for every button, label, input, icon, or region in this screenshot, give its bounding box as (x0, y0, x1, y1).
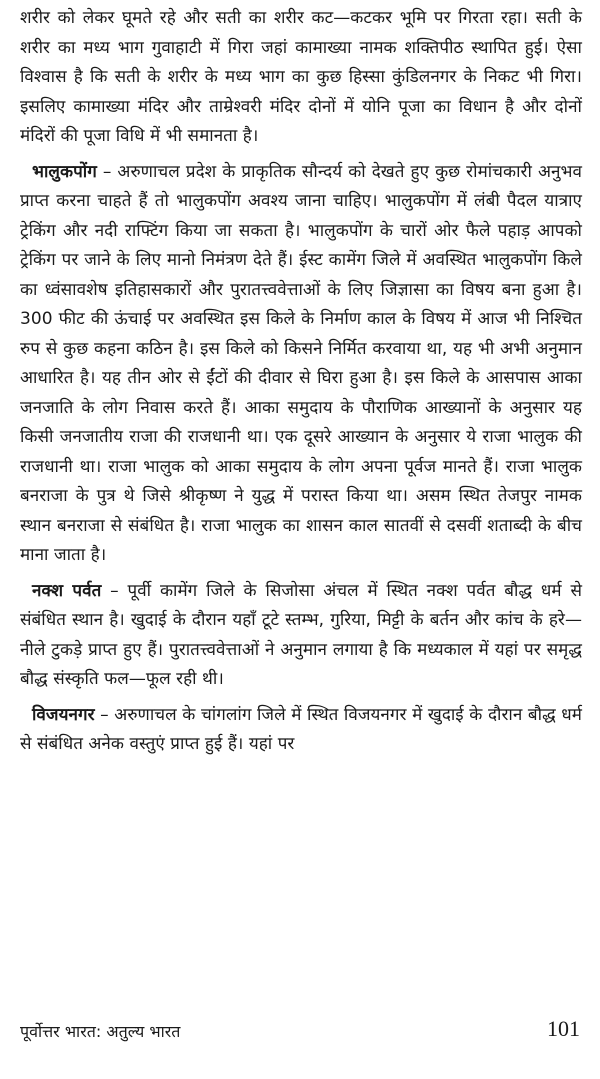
paragraph-text: – पूर्वी कामेंग जिले के सिजोसा अंचल में स्थित नक्श पर्वत बौद्ध धर्म से संबंधित स्थान है। खुदाई के दौरान यहाँ टूटे स्तम्भ, गुरिया, मिट्टी के बर्तन और कांच के हरे—नीले टुकड़े प्राप्त हुए हैं। पुरातत्त्ववेत्ताओं ने अनुमान लगाया है कि मध्यकाल में यहां पर समृद्ध बौद्ध संस्कृति फल—फूल रही थी। (20, 580, 582, 689)
section-heading-naksh-parvat: नक्श पर्वत (32, 580, 102, 601)
paragraph-bhalukpong (20, 158, 582, 571)
paragraph-text: शरीर को लेकर घूमते रहे और सती का शरीर कट—कटकर भूमि पर गिरता रहा। सती के शरीर का मध्य भाग गुवाहाटी में गिरा जहां कामाख्या नामक शक्तिपीठ स्थापित हुई। ऐसा विश्वास है कि सती के शरीर के मध्य भाग का कुछ हिस्सा कुंडिलनगर के निकट भी गिरा। इसलिए कामाख्या मंदिर और ताम्रेश्वरी मंदिर दोनों में योनि पूजा का विधान है और दोनों मंदिरों की पूजा विधि में भी समानता है। (20, 8, 582, 146)
section-heading-bhalukpong: भालुकपोंग (32, 161, 97, 182)
running-footer-title: पूर्वोत्तर भारत: अतुल्य भारत (20, 1022, 181, 1041)
paragraph-naksh-parvat (20, 577, 582, 695)
section-heading-vijaynagar: विजयनगर (32, 704, 95, 725)
page-footer (20, 1016, 580, 1050)
paragraph-vijaynagar (20, 701, 582, 760)
page-number: 101 (547, 1016, 580, 1041)
body-text (20, 4, 582, 760)
paragraph-text: – अरुणाचल प्रदेश के प्राकृतिक सौन्दर्य को देखते हुए कुछ रोमांचकारी अनुभव प्राप्त करना चाहते हैं तो भालुकपोंग अवश्य जाना चाहिए। भालुकपोंग में लंबी पैदल यात्राए ट्रेकिंग और नदी राफ्टिंग किया जा सकता है। भालुकपोंग के चारों ओर फैले पहाड़ आपको ट्रेकिंग पर जाने के लिए मानो निमंत्रण देते हैं। ईस्ट कामेंग जिले में अवस्थित भालुकपोंग किले का ध्वंसावशेष इतिहासकारों और पुरातत्त्ववेत्ताओं के लिए जिज्ञासा का विषय बना हुआ है। 300 फीट की ऊंचाई पर अवस्थित इस किले के निर्माण काल के विषय में आज भी निश्चित रुप से कुछ कहना कठिन है। इस किले को किसने निर्मित करवाया था, यह भी अभी अनुमान आधारित है। यह तीन ओर से ईंटों की दीवार से घिरा हुआ है। इस किले के आसपास आका जनजाति के लोग निवास करते हैं। आका समुदाय के पौराणिक आख्यानों के अनुसार यह किसी जनजातीय राजा की राजधानी था। एक दूसरे आख्यान के अनुसार ये राजा भालुक की राजधानी था। राजा भालुक को आका समुदाय के लोग अपना पूर्वज मानते हैं। राजा भालुक बनराजा के पुत्र थे जिसे श्रीकृष्ण ने युद्ध में परास्त किया था। असम स्थित तेजपुर नामक स्थान बनराजा से संबंधित है। राजा भालुक का शासन काल सातवीं से दसवीं शताब्दी के बीच माना जाता है। (20, 161, 582, 565)
paragraph-text: – अरुणाचल के चांगलांग जिले में स्थित विजयनगर में खुदाई के दौरान बौद्ध धर्म से संबंधित अनेक वस्तुएं प्राप्त हुई हैं। यहां पर (20, 704, 582, 754)
paragraph-sati-legend (20, 4, 582, 152)
